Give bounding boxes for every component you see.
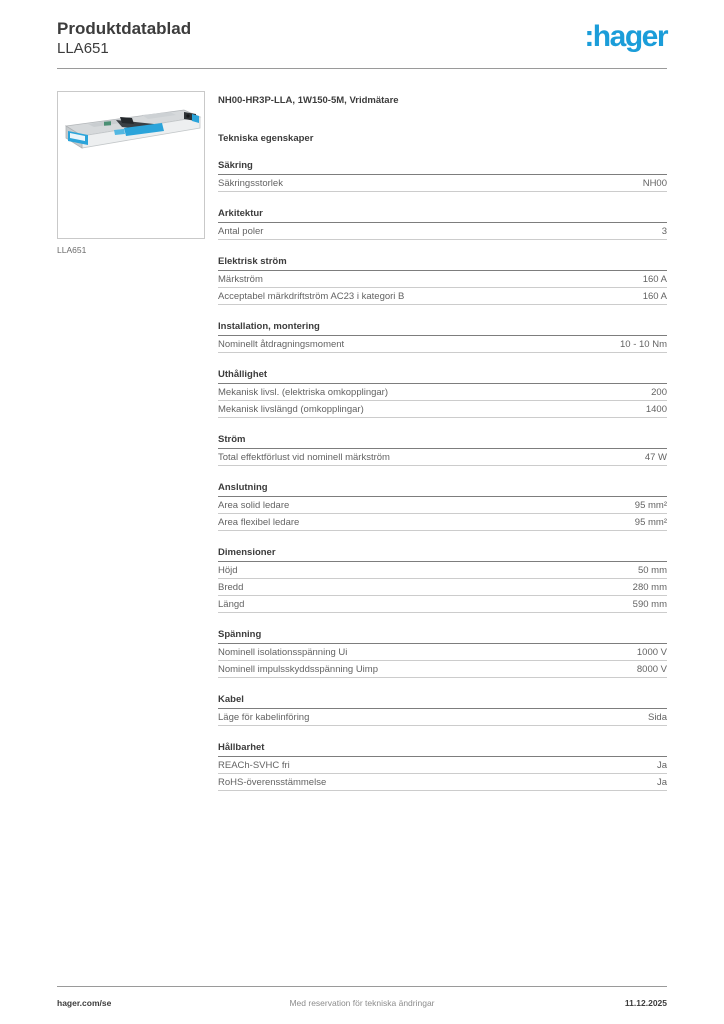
- spec-section: [218, 694, 667, 726]
- spec-value: 95 mm²: [634, 500, 667, 511]
- spec-label: Acceptabel märkdriftström AC23 i kategori B: [218, 291, 405, 302]
- hager-logo: :hager: [584, 20, 667, 53]
- spec-label: Nominell impulsskyddsspänning Uimp: [218, 664, 378, 675]
- spec-label: Säkringsstorlek: [218, 178, 283, 189]
- spec-value: Ja: [656, 777, 667, 788]
- tech-properties-title: Tekniska egenskaper: [218, 133, 314, 144]
- spec-row: [218, 562, 667, 579]
- spec-value: NH00: [642, 178, 667, 189]
- spec-section: [218, 256, 667, 305]
- spec-value: 50 mm: [637, 565, 667, 576]
- spec-label: RoHS-överensstämmelse: [218, 777, 327, 788]
- product-image-caption: LLA651: [57, 245, 87, 255]
- spec-row: [218, 709, 667, 726]
- spec-value: Ja: [656, 760, 667, 771]
- spec-section: [218, 434, 667, 466]
- spec-row: [218, 288, 667, 305]
- spec-value: 160 A: [642, 274, 667, 285]
- spec-value: 160 A: [642, 291, 667, 302]
- spec-row: [218, 175, 667, 192]
- spec-value: 280 mm: [632, 582, 667, 593]
- footer-date: 11.12.2025: [624, 998, 667, 1008]
- product-title: NH00-HR3P-LLA, 1W150-5M, Vridmätare: [218, 95, 399, 106]
- spec-table: [218, 160, 667, 791]
- spec-row: [218, 336, 667, 353]
- spec-section-title: Installation, montering: [218, 321, 667, 336]
- spec-row: [218, 661, 667, 678]
- spec-label: Höjd: [218, 565, 238, 576]
- page-footer: [57, 986, 667, 1008]
- footer-website-link[interactable]: hager.com/se: [57, 998, 112, 1008]
- fuse-rail-illustration: [58, 100, 204, 170]
- spec-section-title: Dimensioner: [218, 547, 667, 562]
- spec-section: [218, 208, 667, 240]
- spec-section-title: Hållbarhet: [218, 742, 667, 757]
- spec-section: [218, 321, 667, 353]
- main-content: [57, 91, 667, 791]
- spec-section-title: Säkring: [218, 160, 667, 175]
- spec-row: [218, 514, 667, 531]
- footer-disclaimer: Med reservation för tekniska ändringar: [289, 998, 435, 1008]
- spec-section: [218, 629, 667, 678]
- spec-section: [218, 742, 667, 791]
- page-header: [57, 0, 667, 69]
- spec-label: REACh-SVHC fri: [218, 760, 290, 771]
- spec-label: Läge för kabelinföring: [218, 712, 310, 723]
- spec-label: Mekanisk livslängd (omkopplingar): [218, 404, 364, 415]
- spec-label: Längd: [218, 599, 245, 610]
- spec-column: [218, 91, 667, 791]
- spec-label: Bredd: [218, 582, 244, 593]
- spec-value: 3: [661, 226, 667, 237]
- spec-value: 590 mm: [632, 599, 667, 610]
- spec-label: Antal poler: [218, 226, 264, 237]
- spec-section-title: Anslutning: [218, 482, 667, 497]
- spec-section-title: Arkitektur: [218, 208, 667, 223]
- spec-value: 1000 V: [636, 647, 667, 658]
- spec-row: [218, 271, 667, 288]
- document-reference: LLA651: [57, 40, 109, 57]
- spec-value: 95 mm²: [634, 517, 667, 528]
- spec-section-title: Uthållighet: [218, 369, 667, 384]
- product-image-column: [57, 91, 205, 791]
- spec-label: Area flexibel ledare: [218, 517, 300, 528]
- spec-value: 1400: [645, 404, 667, 415]
- spec-value: 200: [651, 387, 667, 398]
- spec-row: [218, 774, 667, 791]
- spec-row: [218, 596, 667, 613]
- spec-label: Nominellt åtdragningsmoment: [218, 339, 345, 350]
- spec-value: 47 W: [644, 452, 667, 463]
- spec-row: [218, 223, 667, 240]
- spec-label: Mekanisk livsl. (elektriska omkopplingar): [218, 387, 388, 398]
- spec-label: Märkström: [218, 274, 263, 285]
- spec-section-title: Spänning: [218, 629, 667, 644]
- spec-section-title: Ström: [218, 434, 667, 449]
- header-titles: [57, 18, 191, 58]
- spec-section-title: Elektrisk ström: [218, 256, 667, 271]
- spec-value: 8000 V: [636, 664, 667, 675]
- document-title: Produktdatablad: [57, 19, 192, 38]
- spec-section: [218, 547, 667, 613]
- spec-row: [218, 449, 667, 466]
- spec-row: [218, 497, 667, 514]
- spec-row: [218, 757, 667, 774]
- spec-value: 10 - 10 Nm: [620, 339, 667, 350]
- spec-value: Sida: [647, 712, 667, 723]
- spec-section: [218, 160, 667, 192]
- spec-row: [218, 401, 667, 418]
- spec-label: Nominell isolationsspänning Ui: [218, 647, 348, 658]
- spec-section: [218, 369, 667, 418]
- product-image: [57, 91, 205, 239]
- spec-label: Area solid ledare: [218, 500, 290, 511]
- spec-row: [218, 644, 667, 661]
- spec-row: [218, 579, 667, 596]
- spec-section: [218, 482, 667, 531]
- spec-row: [218, 384, 667, 401]
- spec-section-title: Kabel: [218, 694, 667, 709]
- spec-label: Total effektförlust vid nominell märkström: [218, 452, 390, 463]
